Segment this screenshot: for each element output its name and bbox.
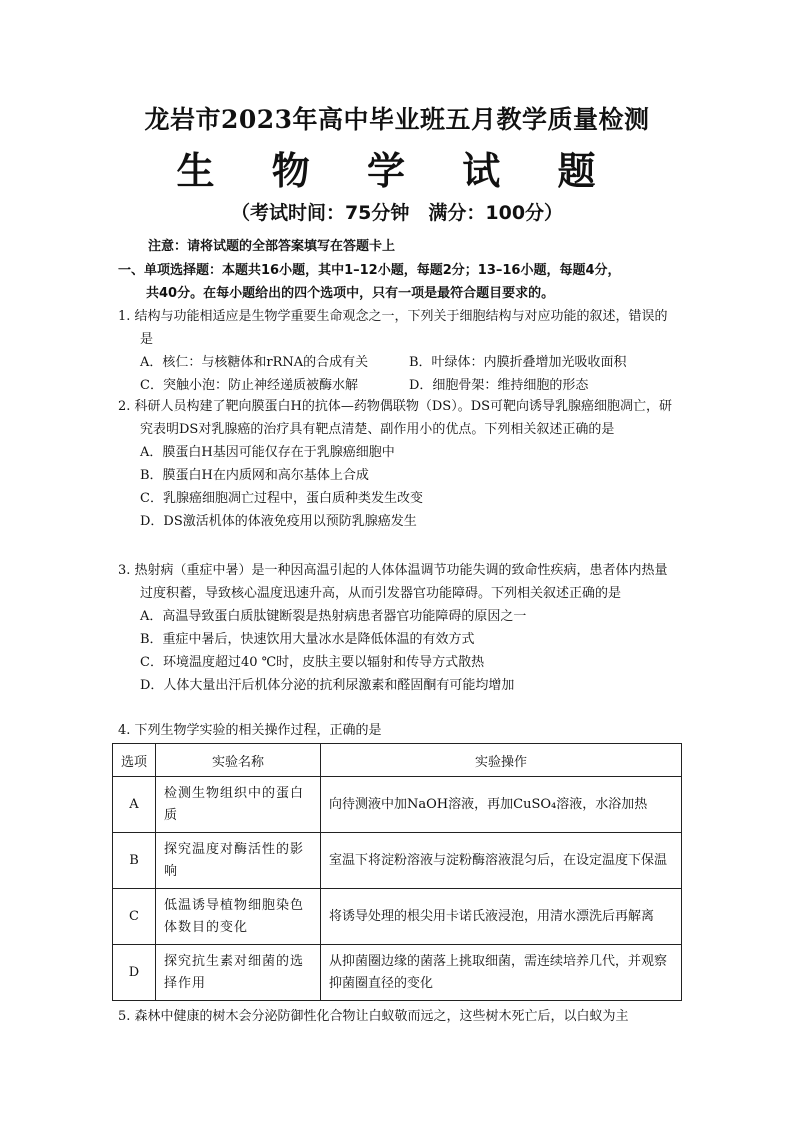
section-line-1: 一、单项选择题：本题共16小题，其中1–12小题，每题2分；13–16小题，每题4分， [118, 263, 621, 278]
table-row [113, 945, 682, 1001]
header-operation: 实验操作 [321, 744, 682, 777]
row-key: C [113, 889, 156, 945]
table-header-row [113, 744, 682, 777]
row-name: 探究温度对酶活性的影响 [156, 833, 321, 889]
question-4 [118, 719, 678, 742]
question-stem: 2. 科研人员构建了靶向膜蛋白H的抗体—药物偶联物（DS）。DS可靶向诱导乳腺癌细胞凋亡，研究表明DS对乳腺癌的治疗具有靶点清楚、副作用小的优点。下列相关叙述正确的是 [118, 399, 673, 437]
row-key: A [113, 777, 156, 833]
question-5 [118, 1005, 678, 1028]
option-row [118, 351, 678, 374]
row-name: 探究抗生素对细菌的选择作用 [156, 945, 321, 1001]
section-line-2: 共40分。在每小题给出的四个选项中，只有一项是最符合题目要求的。 [146, 286, 555, 301]
subject-title: 生 物 学 试 题 [176, 148, 618, 193]
question-stem: 4. 下列生物学实验的相关操作过程，正确的是 [118, 723, 382, 738]
option-a: A．膜蛋白H基因可能仅存在于乳腺癌细胞中 [140, 445, 395, 460]
exam-title: 龙岩市2023年高中毕业班五月教学质量检测 [144, 105, 650, 134]
question-stem: 3. 热射病（重症中暑）是一种因高温引起的人体体温调节功能失调的致命性疾病，患者体内热量过度积蓄，导致核心温度迅速升高，从而引发器官功能障碍。下列相关叙述正确的是 [118, 563, 668, 601]
row-operation: 将诱导处理的根尖用卡诺氏液浸泡，用清水漂洗后再解离 [321, 889, 682, 945]
exam-info: （考试时间：75分钟 满分：100分） [230, 202, 564, 224]
option-b: B．重症中暑后，快速饮用大量冰水是降低体温的有效方式 [140, 632, 475, 647]
section-header [118, 259, 678, 305]
option-d: D．人体大量出汗后机体分泌的抗利尿激素和醛固酮有可能均增加 [140, 678, 515, 693]
question-3 [118, 559, 678, 697]
option-c: C．乳腺癌细胞凋亡过程中，蛋白质种类发生改变 [140, 491, 423, 506]
option-c: C．环境温度超过40 ℃时，皮肤主要以辐射和传导方式散热 [140, 655, 485, 670]
row-name: 检测生物组织中的蛋白质 [156, 777, 321, 833]
row-key: D [113, 945, 156, 1001]
question-2 [118, 395, 678, 533]
option-d: D．细胞骨架：维持细胞的形态 [409, 378, 589, 393]
option-row [118, 374, 678, 397]
question-stem: 1. 结构与功能相适应是生物学重要生命观念之一，下列关于细胞结构与对应功能的叙述，错误的是 [118, 309, 668, 347]
experiment-table [112, 743, 682, 1001]
row-operation: 室温下将淀粉溶液与淀粉酶溶液混匀后，在设定温度下保温 [321, 833, 682, 889]
question-stem: 5. 森林中健康的树木会分泌防御性化合物让白蚁敬而远之，这些树木死亡后，以白蚁为主 [118, 1009, 629, 1024]
table-row [113, 777, 682, 833]
row-key: B [113, 833, 156, 889]
row-name: 低温诱导植物细胞染色体数目的变化 [156, 889, 321, 945]
question-1 [118, 305, 678, 397]
option-d: D．DS激活机体的体液免疫用以预防乳腺癌发生 [140, 514, 417, 529]
option-a: A．高温导致蛋白质肽键断裂是热射病患者器官功能障碍的原因之一 [140, 609, 527, 624]
table-row [113, 889, 682, 945]
option-a: A．核仁：与核糖体和rRNA的合成有关 [140, 355, 369, 370]
header-option: 选项 [113, 744, 156, 777]
option-c: C．突触小泡：防止神经递质被酶水解 [140, 378, 358, 393]
row-operation: 向待测液中加NaOH溶液，再加CuSO₄溶液，水浴加热 [321, 777, 682, 833]
notice: 注意：请将试题的全部答案填写在答题卡上 [148, 239, 396, 254]
header-name: 实验名称 [156, 744, 321, 777]
table-row [113, 833, 682, 889]
option-b: B．膜蛋白H在内质网和高尔基体上合成 [140, 468, 369, 483]
option-b: B．叶绿体：内膜折叠增加光吸收面积 [409, 355, 627, 370]
row-operation: 从抑菌圈边缘的菌落上挑取细菌，需连续培养几代，并观察抑菌圈直径的变化 [321, 945, 682, 1001]
